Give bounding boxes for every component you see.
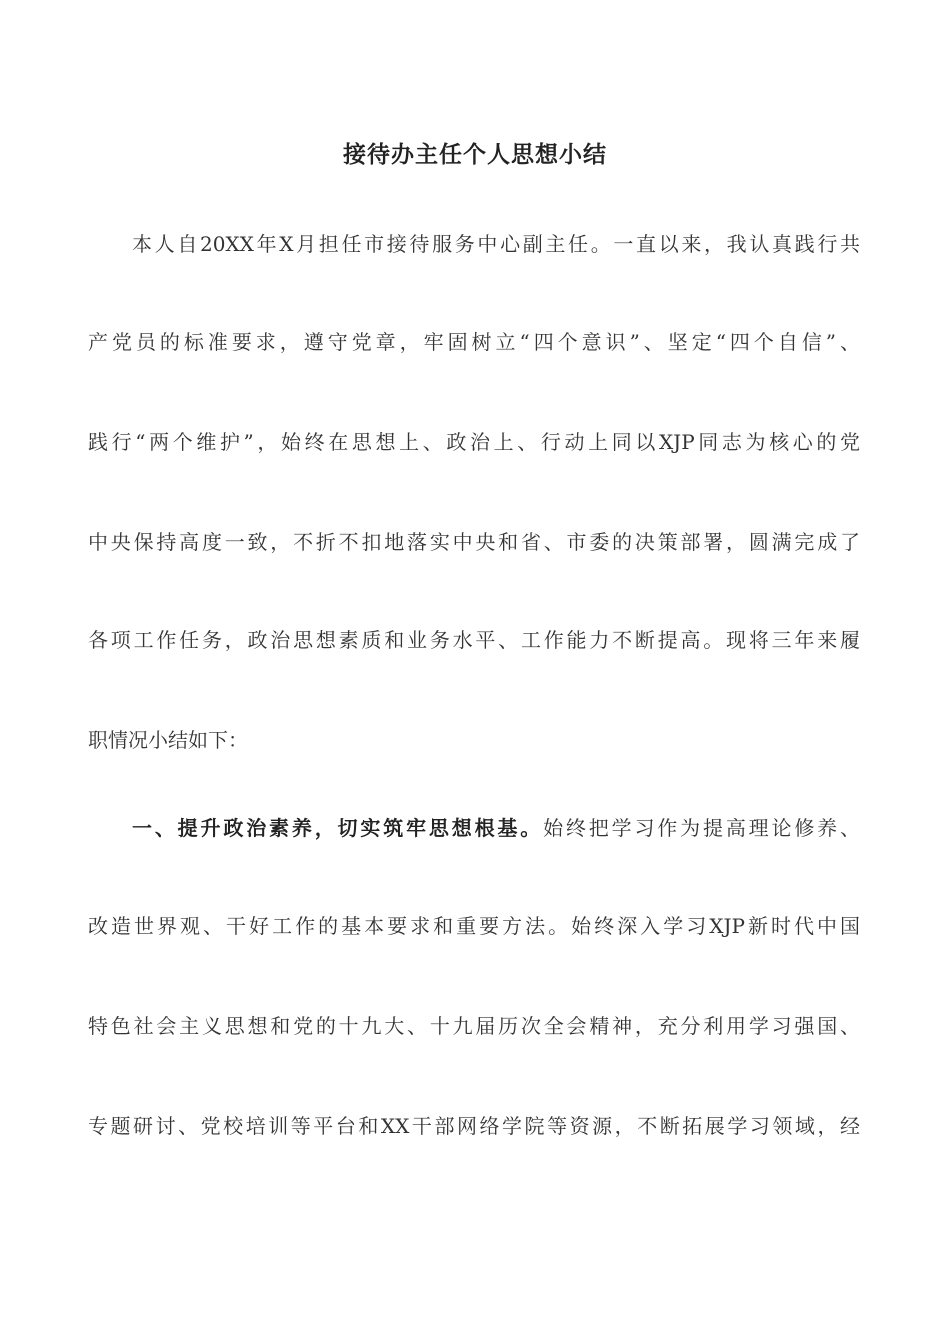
paragraph-line: 特色社会主义思想和党的十九大、十九届历次全会精神，充分利用学习强国、 [88,1014,860,1038]
paragraph-line: 产党员的标准要求，遵守党章，牢固树立“四个意识”、坚定“四个自信”、 [88,330,860,354]
section-heading-continuation: 始终把学习作为提高理论修养、 [543,816,861,840]
paragraph-line: 践行“两个维护”，始终在思想上、政治上、行动上同以XJP同志为核心的党 [88,430,860,454]
paragraph-line: 专题研讨、党校培训等平台和XX干部网络学院等资源，不断拓展学习领域，经 [88,1114,860,1138]
section-heading: 一、提升政治素养，切实筑牢思想根基。 [132,816,544,840]
paragraph-line: 中央保持高度一致，不折不扣地落实中央和省、市委的决策部署，圆满完成了 [88,530,860,554]
paragraph-line: 本人自20XX年X月担任市接待服务中心副主任。一直以来，我认真践行共 [132,232,860,256]
document-title: 接待办主任个人思想小结 [343,141,607,168]
paragraph-line: 改造世界观、干好工作的基本要求和重要方法。始终深入学习XJP新时代中国 [88,914,860,938]
paragraph-line: 职情况小结如下： [88,728,248,752]
section-first-line [132,814,860,842]
paragraph-line: 各项工作任务，政治思想素质和业务水平、工作能力不断提高。现将三年来履 [88,628,860,652]
